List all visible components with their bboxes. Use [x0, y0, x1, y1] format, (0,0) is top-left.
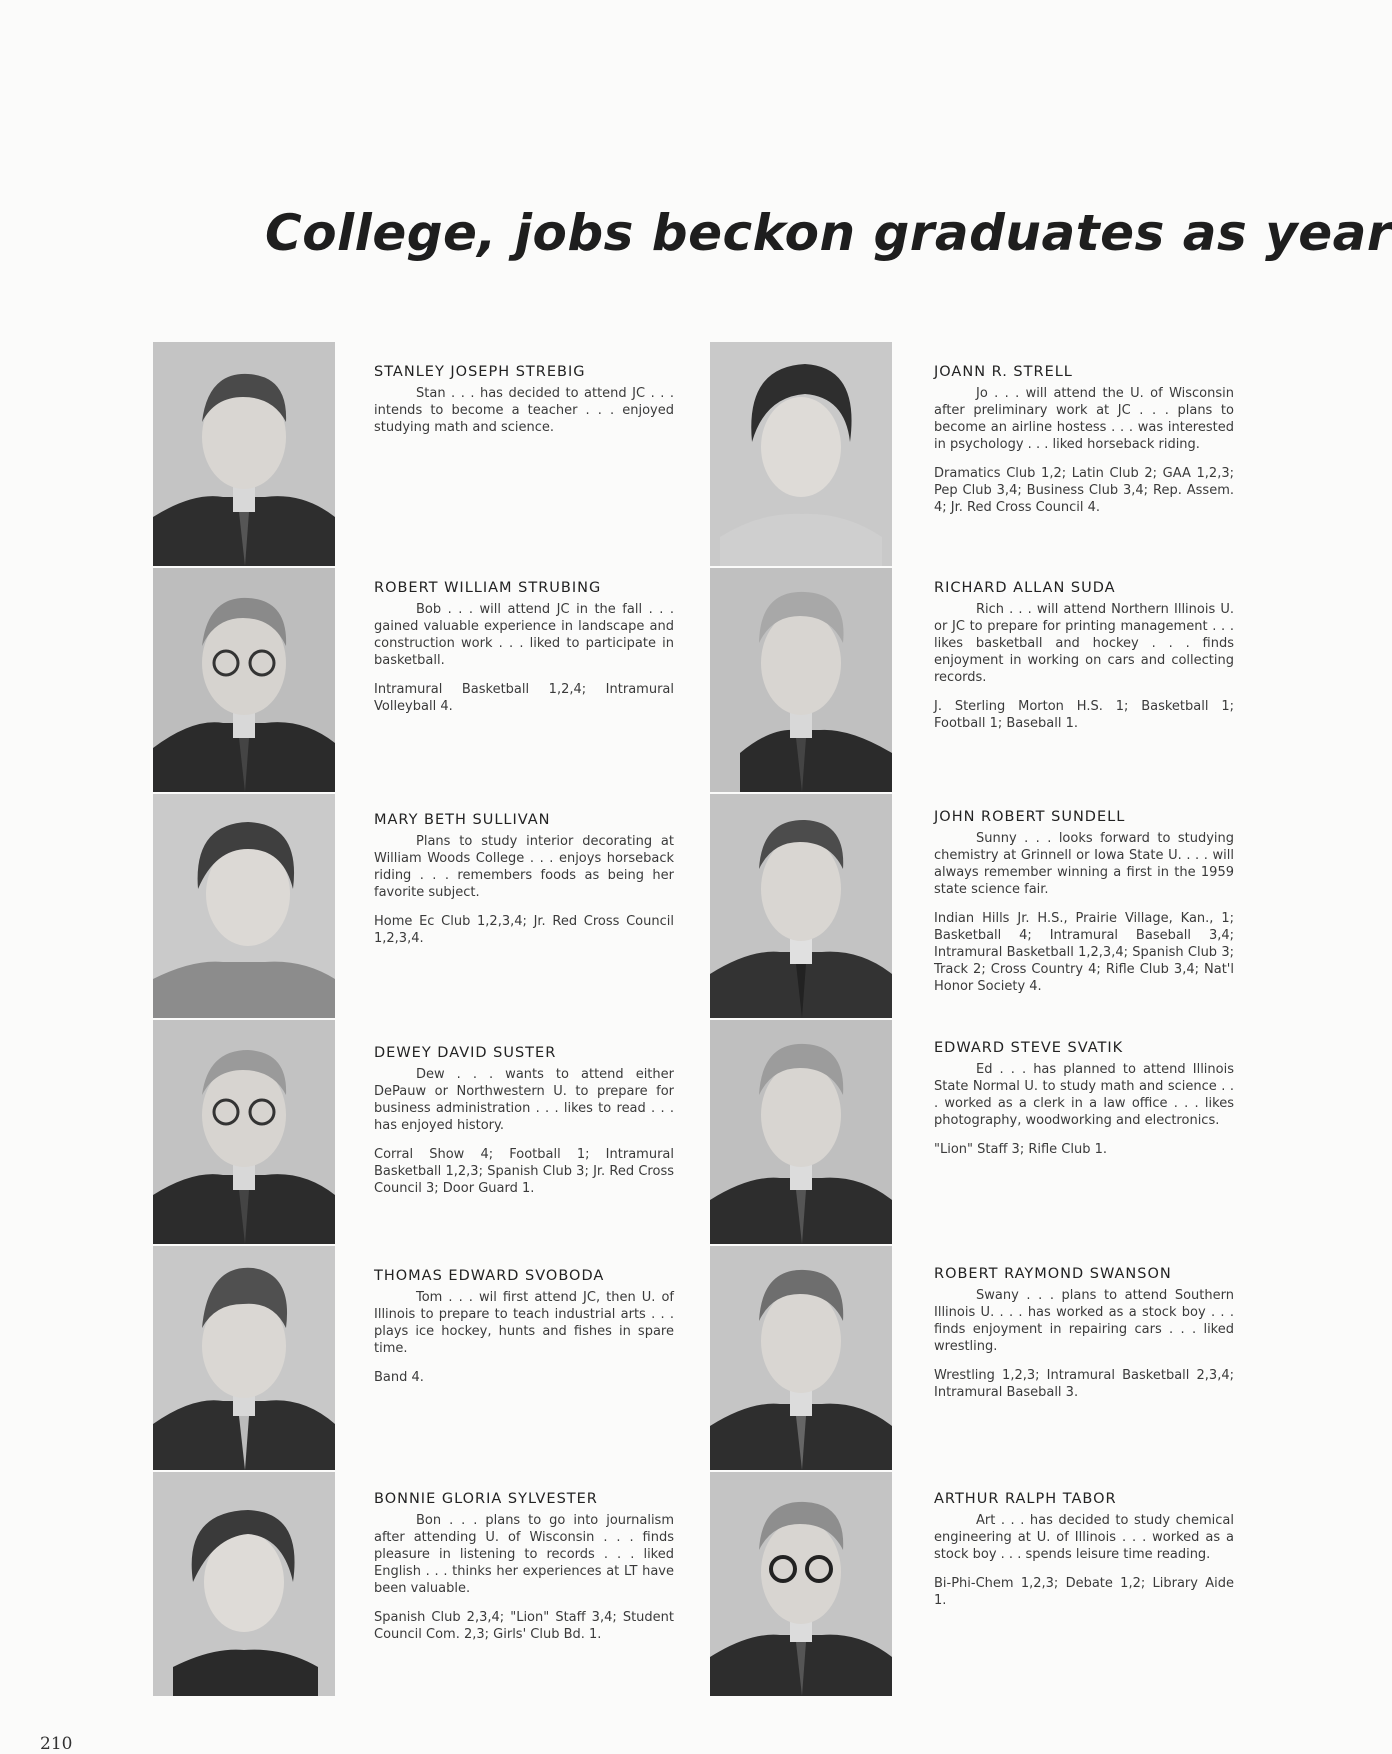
student-entry [374, 578, 674, 715]
student-name: ARTHUR RALPH TABOR [934, 1491, 1117, 1507]
student-bio: Bob . . . will attend JC in the fall . . . gained valuable experience in landscape and construction work . . . liked to participate in basketball. [374, 602, 674, 668]
student-activities: Intramural Basketball 1,2,4; Intramural Volleyball 4. [374, 682, 674, 714]
student-activities: Bi-Phi-Chem 1,2,3; Debate 1,2; Library Aide 1. [934, 1576, 1234, 1608]
student-activities: J. Sterling Morton H.S. 1; Basketball 1; Football 1; Baseball 1. [934, 699, 1234, 731]
student-activities: Home Ec Club 1,2,3,4; Jr. Red Cross Council 1,2,3,4. [374, 914, 674, 946]
student-name: STANLEY JOSEPH STREBIG [374, 364, 586, 380]
student-activities: Dramatics Club 1,2; Latin Club 2; GAA 1,2,3; Pep Club 3,4; Business Club 3,4; Rep. Assem. 4; Jr. Red Cross Council 4. [934, 466, 1234, 515]
student-bio: Tom . . . wil first attend JC, then U. of Illinois to prepare to teach industrial arts . . . plays ice hockey, hunts and fishes in spare time. [374, 1290, 674, 1356]
student-entry [934, 807, 1234, 995]
portrait-photo [153, 1020, 335, 1244]
portrait-photo [153, 1246, 335, 1470]
student-activities: Band 4. [374, 1370, 424, 1385]
student-name: ROBERT RAYMOND SWANSON [934, 1266, 1172, 1282]
student-name: JOANN R. STRELL [934, 364, 1073, 380]
student-bio: Sunny . . . looks forward to studying chemistry at Grinnell or Iowa State U. . . . will always remember winning a first in the 1959 state science fair. [934, 831, 1234, 897]
student-activities: Wrestling 1,2,3; Intramural Basketball 2,3,4; Intramural Baseball 3. [934, 1368, 1234, 1400]
portrait-photo [153, 342, 335, 566]
portrait-photo [153, 568, 335, 792]
student-activities: "Lion" Staff 3; Rifle Club 1. [934, 1142, 1108, 1157]
student-entry [374, 1043, 674, 1197]
portrait-photo [710, 1020, 892, 1244]
student-bio: Stan . . . has decided to attend JC . . . intends to become a teacher . . . enjoyed studying math and science. [374, 386, 674, 435]
student-bio: Bon . . . plans to go into journalism after attending U. of Wisconsin . . . finds pleasure in listening to records . . . liked English . . . thinks her experiences at LT have been valuable. [374, 1513, 674, 1596]
student-bio: Swany . . . plans to attend Southern Illinois U. . . . has worked as a stock boy . . . finds enjoyment in repairing cars . . . liked wrestling. [934, 1288, 1234, 1354]
page-headline: College, jobs beckon graduates as year [265, 204, 1392, 262]
student-name: BONNIE GLORIA SYLVESTER [374, 1491, 598, 1507]
student-activities: Corral Show 4; Football 1; Intramural Basketball 1,2,3; Spanish Club 3; Jr. Red Cross Council 3; Door Guard 1. [374, 1147, 674, 1196]
student-bio: Jo . . . will attend the U. of Wisconsin after preliminary work at JC . . . plans to become an airline hostess . . . was interested in psychology . . . liked horseback riding. [934, 386, 1234, 452]
student-name: EDWARD STEVE SVATIK [934, 1040, 1124, 1056]
student-entry [934, 362, 1234, 516]
student-bio: Dew . . . wants to attend either DePauw or Northwestern U. to prepare for business administration . . . likes to read . . . has enjoyed history. [374, 1067, 674, 1133]
student-entry [374, 362, 674, 436]
student-entry [934, 1264, 1234, 1401]
student-entry [934, 1038, 1234, 1158]
student-entry [934, 1489, 1234, 1609]
portrait-photo [710, 568, 892, 792]
portrait-photo [710, 1472, 892, 1696]
student-activities: Indian Hills Jr. H.S., Prairie Village, Kan., 1; Basketball 4; Intramural Baseball 3,4; Intramural Basketball 1,2,3,4; Spanish Club 3; Track 2; Cross Country 4; Rifle Club 3,4; Nat'l Honor Society 4. [934, 911, 1234, 994]
portrait-photo [710, 1246, 892, 1470]
student-bio: Ed . . . has planned to attend Illinois State Normal U. to study math and science . . . worked as a clerk in a law office . . . likes photography, woodworking and electronics. [934, 1062, 1234, 1128]
student-name: JOHN ROBERT SUNDELL [934, 809, 1126, 825]
student-name: MARY BETH SULLIVAN [374, 812, 551, 828]
portrait-photo [153, 1472, 335, 1696]
portrait-photo [153, 794, 335, 1018]
student-entry [374, 1266, 674, 1386]
student-entry [934, 578, 1234, 732]
student-activities: Spanish Club 2,3,4; "Lion" Staff 3,4; Student Council Com. 2,3; Girls' Club Bd. 1. [374, 1610, 674, 1642]
page-number: 210 [40, 1734, 73, 1754]
student-bio: Rich . . . will attend Northern Illinois U. or JC to prepare for printing management . . . likes basketball and hockey . . . finds enjoyment in working on cars and collecting records. [934, 602, 1234, 685]
student-name: DEWEY DAVID SUSTER [374, 1045, 557, 1061]
student-bio: Plans to study interior decorating at William Woods College . . . enjoys horseback riding . . . remembers foods as being her favorite subject. [374, 834, 674, 900]
portrait-photo [710, 794, 892, 1018]
portrait-photo [710, 342, 892, 566]
student-bio: Art . . . has decided to study chemical engineering at U. of Illinois . . . worked as a stock boy . . . spends leisure time reading. [934, 1513, 1234, 1562]
student-name: THOMAS EDWARD SVOBODA [374, 1268, 605, 1284]
student-name: ROBERT WILLIAM STRUBING [374, 580, 602, 596]
student-name: RICHARD ALLAN SUDA [934, 580, 1116, 596]
student-entry [374, 1489, 674, 1643]
student-entry [374, 810, 674, 947]
